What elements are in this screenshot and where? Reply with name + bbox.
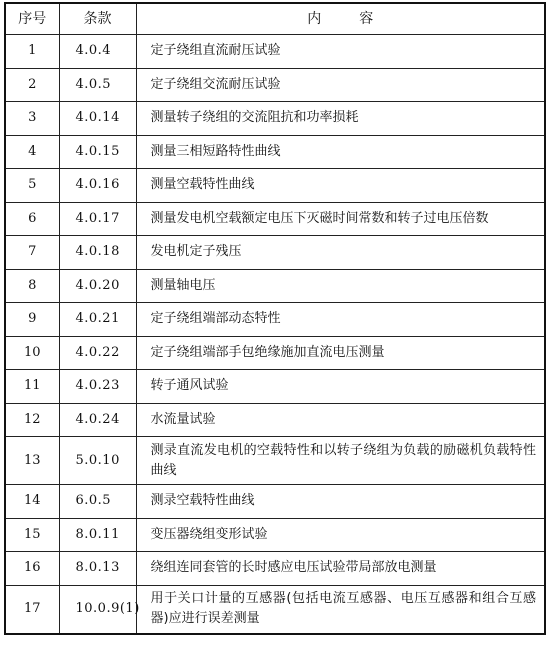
row-clause: 4.0.18 [59, 236, 136, 270]
table-row [5, 585, 545, 634]
row-index: 3 [5, 102, 59, 136]
row-clause: 4.0.17 [59, 202, 136, 236]
row-content: 测量转子绕组的交流阻抗和功率损耗 [136, 102, 545, 136]
row-clause: 4.0.23 [59, 370, 136, 404]
row-clause: 4.0.4 [59, 35, 136, 69]
row-index: 9 [5, 303, 59, 337]
row-content: 定子绕组直流耐压试验 [136, 35, 545, 69]
row-content: 水流量试验 [136, 403, 545, 437]
table-row [5, 336, 545, 370]
row-content: 变压器绕组变形试验 [136, 518, 545, 552]
row-content: 测录空载特性曲线 [136, 485, 545, 519]
row-clause: 6.0.5 [59, 485, 136, 519]
row-index: 7 [5, 236, 59, 270]
row-content: 测录直流发电机的空载特性和以转子绕组为负载的励磁机负载特性曲线 [136, 437, 545, 485]
row-content: 定子绕组端部手包绝缘施加直流电压测量 [136, 336, 545, 370]
row-index: 14 [5, 485, 59, 519]
table-row [5, 102, 545, 136]
row-index: 4 [5, 135, 59, 169]
table-row [5, 269, 545, 303]
table-row [5, 303, 545, 337]
row-index: 15 [5, 518, 59, 552]
row-clause: 4.0.14 [59, 102, 136, 136]
table-body [5, 35, 545, 634]
row-clause: 4.0.24 [59, 403, 136, 437]
row-content: 测量轴电压 [136, 269, 545, 303]
test-items-table [4, 2, 546, 635]
table-row [5, 202, 545, 236]
row-index: 13 [5, 437, 59, 485]
row-clause: 4.0.5 [59, 68, 136, 102]
row-clause: 4.0.20 [59, 269, 136, 303]
table-row [5, 35, 545, 69]
table-row [5, 485, 545, 519]
table-row [5, 68, 545, 102]
row-index: 17 [5, 585, 59, 634]
row-index: 16 [5, 552, 59, 586]
table-row [5, 437, 545, 485]
row-clause: 8.0.13 [59, 552, 136, 586]
row-clause: 4.0.22 [59, 336, 136, 370]
row-index: 6 [5, 202, 59, 236]
row-content: 测量发电机空载额定电压下灭磁时间常数和转子过电压倍数 [136, 202, 545, 236]
row-clause: 8.0.11 [59, 518, 136, 552]
row-index: 12 [5, 403, 59, 437]
row-content: 测量空载特性曲线 [136, 169, 545, 203]
table-row [5, 552, 545, 586]
header-clause: 条款 [59, 3, 136, 35]
table-row [5, 135, 545, 169]
row-index: 10 [5, 336, 59, 370]
table-row [5, 370, 545, 404]
table-row [5, 403, 545, 437]
row-index: 1 [5, 35, 59, 69]
row-content: 发电机定子残压 [136, 236, 545, 270]
row-index: 11 [5, 370, 59, 404]
table-row [5, 518, 545, 552]
header-index: 序号 [5, 3, 59, 35]
table-row [5, 169, 545, 203]
row-content: 用于关口计量的互感器(包括电流互感器、电压互感器和组合互感器)应进行误差测量 [136, 585, 545, 634]
row-clause: 4.0.21 [59, 303, 136, 337]
row-clause: 5.0.10 [59, 437, 136, 485]
row-content: 绕组连同套管的长时感应电压试验带局部放电测量 [136, 552, 545, 586]
table-row [5, 236, 545, 270]
row-index: 8 [5, 269, 59, 303]
row-clause: 4.0.16 [59, 169, 136, 203]
row-content: 定子绕组端部动态特性 [136, 303, 545, 337]
row-clause: 4.0.15 [59, 135, 136, 169]
row-clause: 10.0.9(1) [59, 585, 136, 634]
row-content: 转子通风试验 [136, 370, 545, 404]
row-index: 2 [5, 68, 59, 102]
row-content: 测量三相短路特性曲线 [136, 135, 545, 169]
header-content: 内容 [136, 3, 545, 35]
row-index: 5 [5, 169, 59, 203]
table-header-row [5, 3, 545, 35]
row-content: 定子绕组交流耐压试验 [136, 68, 545, 102]
